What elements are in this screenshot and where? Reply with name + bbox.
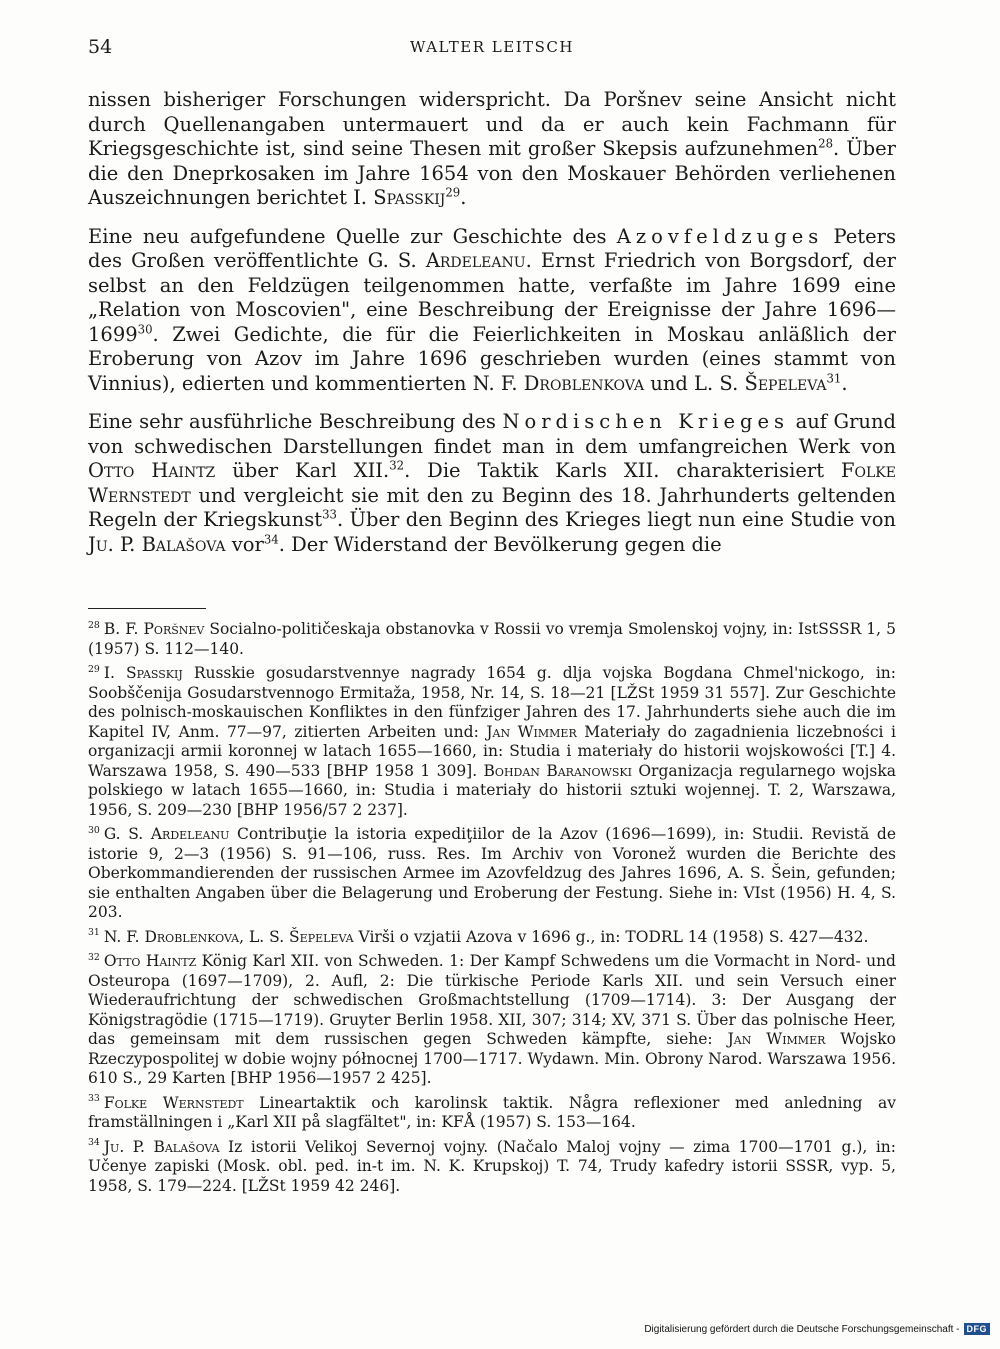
spaced-term: Azovfeldzuges — [616, 224, 824, 248]
footnote-ref-28: 28 — [818, 136, 834, 151]
footnote-ref-29: 29 — [445, 185, 461, 200]
footnote-ref-30: 30 — [137, 322, 153, 336]
author-name: Otto Haintz — [88, 459, 216, 482]
footer-text: Digitalisierung gefördert durch die Deutsche Forschungsgemeinschaft - — [644, 1323, 960, 1335]
footnote-30: $^{30}$ G. S. Ardeleanu Contribuţie la istoria expediţiilor de la Azov (1696—1699), in: Studii. Revistă de istorie 9, 2—3 (1956) S. 91—106, russ. Res. Im Archiv von Voronež wurden die Berichte des Oberkommandierenden der russischen Armee im Azovfeldzug des Jahres 1696, A. S. Šein, gefunden; sie enthalten Angaben über die Belagerung und Eroberung der Festung. Siehe in: VIst (1956) H. 4, S. 203. — [88, 824, 896, 921]
paragraph-3: Eine sehr ausführliche Beschreibung des Nordischen Krieges auf Grund von schwedischen Darstellungen findet man in dem umfangreichen Werk von Otto Haintz über Karl XII.$^{32}$. Die Taktik Karls XII. charakterisiert Folke Wernstedt und vergleicht sie mit den zu Beginn des 18. Jahrhunderts geltenden Regeln der Kriegskunst$^{33}$. Über den Beginn des Krieges liegt nun eine Studie von Ju. P. Balašova vor$^{34}$. Der Widerstand der Bevölkerung gegen die — [88, 410, 896, 556]
author-name: Šepeleva — [744, 371, 827, 395]
author-name: Folke Wernstedt — [103, 1093, 244, 1112]
footnote-34: $^{34}$ Ju. P. Balašova Iz istorii Velikoj Severnoj vojny. (Načalo Maloj vojny — zima 1700—1701 g.), in: Učenye zapiski (Mosk. obl. ped. in-t im. N. K. Krupskoj) T. 74, Trudy kafedry istorii SSSR, vyp. 5, 1958, S. 179—224. [LŽSt 1959 42 246]. — [88, 1137, 896, 1195]
author-name: Spasskij — [373, 186, 446, 209]
footnote-32: $^{32}$ Otto Haintz König Karl XII. von Schweden. 1: Der Kampf Schwedens um die Vormacht in Nord- und Osteuropa (1697—1709), 2. Aufl, 2: Die türkische Periode Karls XII. und sein Versuch einer Wiederaufrichtung der schwedischen Großmachtstellung (1709—1714). 3: Der Ausgang der Königstragödie (1715—1719). Gruyter Berlin 1958. XII, 307; 314; XV, 371 S. Über das polnische Heer, das gemeinsam mit dem russischen gegen Schweden kämpfte, siehe: Jan Wimmer Wojsko Rzeczypospolitej w dobie wojny północnej 1700—1717. Wydawn. Min. Obrony Narod. Warszawa 1956. 610 S., 29 Karten [BHP 1956—1957 2 425]. — [88, 951, 896, 1087]
footnote-ref-32: 32 — [389, 458, 405, 473]
footnote-ref-34: 34 — [263, 532, 279, 546]
footnote-number: 32 — [88, 951, 100, 963]
footnote-number: 29 — [88, 663, 100, 675]
footnote-number: 34 — [88, 1137, 100, 1149]
footnote-31: $^{31}$ N. F. Droblenkova, L. S. Šepeleva Virši o vzjatii Azova v 1696 g., in: TODRL 14 (1958) S. 427—432. — [88, 927, 869, 946]
footnote-29: $^{29}$ I. Spasskij Russkie gosudarstvennye nagrady 1654 g. dlja vojska Bogdana Chmel'nickogo, in: Soobščenija Gosudarstvennogo Ermitaža, 1958, Nr. 14, S. 18—21 [LŽSt 1959 31 557]. Zur Geschichte des polnisch-moskauischen Konfliktes in den fünfziger Jahren des 17. Jahrhunderts siehe auch die im Kapitel IV, Anm. 77—97, zitierten Arbeiten und: Jan Wimmer Materiały do zagadnienia liczebności i organizacji armii koronnej w latach 1655—1660, in: Studia i materiały do historii wojskowości [T.] 4. Warszawa 1958, S. 490—533 [BHP 1958 1 309]. Bohdan Baranowski Organizacja regularnego wojska polskiego w latach 1655—1660, in: Studia i materiały do historii sztuki wojennej. T. 2, Warszawa, 1956, S. 209—230 [BHP 1956/57 2 237]. — [88, 663, 896, 819]
body-text — [88, 88, 896, 571]
footnote-ref-33: 33 — [322, 507, 337, 522]
footnote-number: 33 — [88, 1093, 100, 1105]
author-name: Ju. P. Balašova — [103, 1137, 220, 1156]
paragraph-1: nissen bisheriger Forschungen widerspricht. Da Poršnev seine Ansicht nicht durch Quellenangaben untermauert und da er auch kein Fachmann für Kriegsgeschichte ist, sind seine Thesen mit großer Skepsis aufzunehmen$^{28}$. Über die den Dneprkosaken im Jahre 1654 von den Moskauer Behörden verliehenen Auszeichnungen berichtet I. Spasskij$^{29}$. — [88, 88, 896, 209]
author-name: Jan Wimmer — [727, 1030, 826, 1048]
digitization-footer — [644, 1323, 990, 1335]
author-name: Ardeleanu — [425, 249, 526, 272]
author-name: Jan Wimmer — [486, 722, 577, 741]
page-number: 54 — [88, 36, 113, 58]
footnote-ref-31: 31 — [826, 371, 842, 385]
spaced-term: Nordischen Krieges — [502, 410, 790, 433]
author-name: I. Spasskij — [103, 664, 183, 682]
author-name: G. S. Ardeleanu — [103, 825, 230, 843]
footnotes — [88, 620, 896, 1201]
author-name: Droblenkova — [523, 371, 645, 395]
dfg-logo: DFG — [964, 1323, 991, 1335]
page-header — [88, 36, 896, 66]
author-name: B. F. Poršnev — [103, 620, 205, 638]
footnote-number: 31 — [88, 927, 100, 939]
author-name: Bohdan Baranowski — [483, 761, 632, 780]
footnote-number: 30 — [88, 824, 100, 836]
footnote-28: $^{28}$ B. F. Poršnev Socialno-političeskaja obstanovka v Rossii vo vremja Smolenskoj vojny, in: IstSSSR 1, 5 (1957) S. 112—140. — [88, 619, 896, 658]
author-name: Ju. P. Balašova — [88, 532, 226, 556]
paragraph-2: Eine neu aufgefundene Quelle zur Geschichte des Azovfeldzuges Peters des Großen veröffentlichte G. S. Ardeleanu. Ernst Friedrich von Borgsdorf, der selbst an den Feldzügen teilgenommen hatte, verfaßte im Jahre 1699 eine „Relation von Moscovien", eine Beschreibung der Ereignisse der Jahre 1696—1699$^{30}$. Zwei Gedichte, die für die Feierlichkeiten in Moskau anläßlich der Eroberung von Azov im Jahre 1696 geschrieben wurden (eines stammt von Vinnius), edierten und kommentierten N. F. Droblenkova und L. S. Šepeleva$^{31}$. — [88, 224, 897, 395]
footnote-divider — [88, 608, 206, 609]
footnote-33: $^{33}$ Folke Wernstedt Lineartaktik och karolinsk taktik. Några reflexioner med anledning av framställningen i „Karl XII på slagfältet", in: KFÅ (1957) S. 153—164. — [88, 1093, 896, 1131]
author-name: N. F. Droblenkova, L. S. Šepeleva — [103, 927, 354, 946]
author-name: Otto Haintz — [103, 952, 197, 970]
author-name: Folke Wernstedt — [88, 459, 896, 507]
footnote-number: 28 — [88, 619, 100, 631]
running-head: WALTER LEITSCH — [410, 38, 574, 56]
